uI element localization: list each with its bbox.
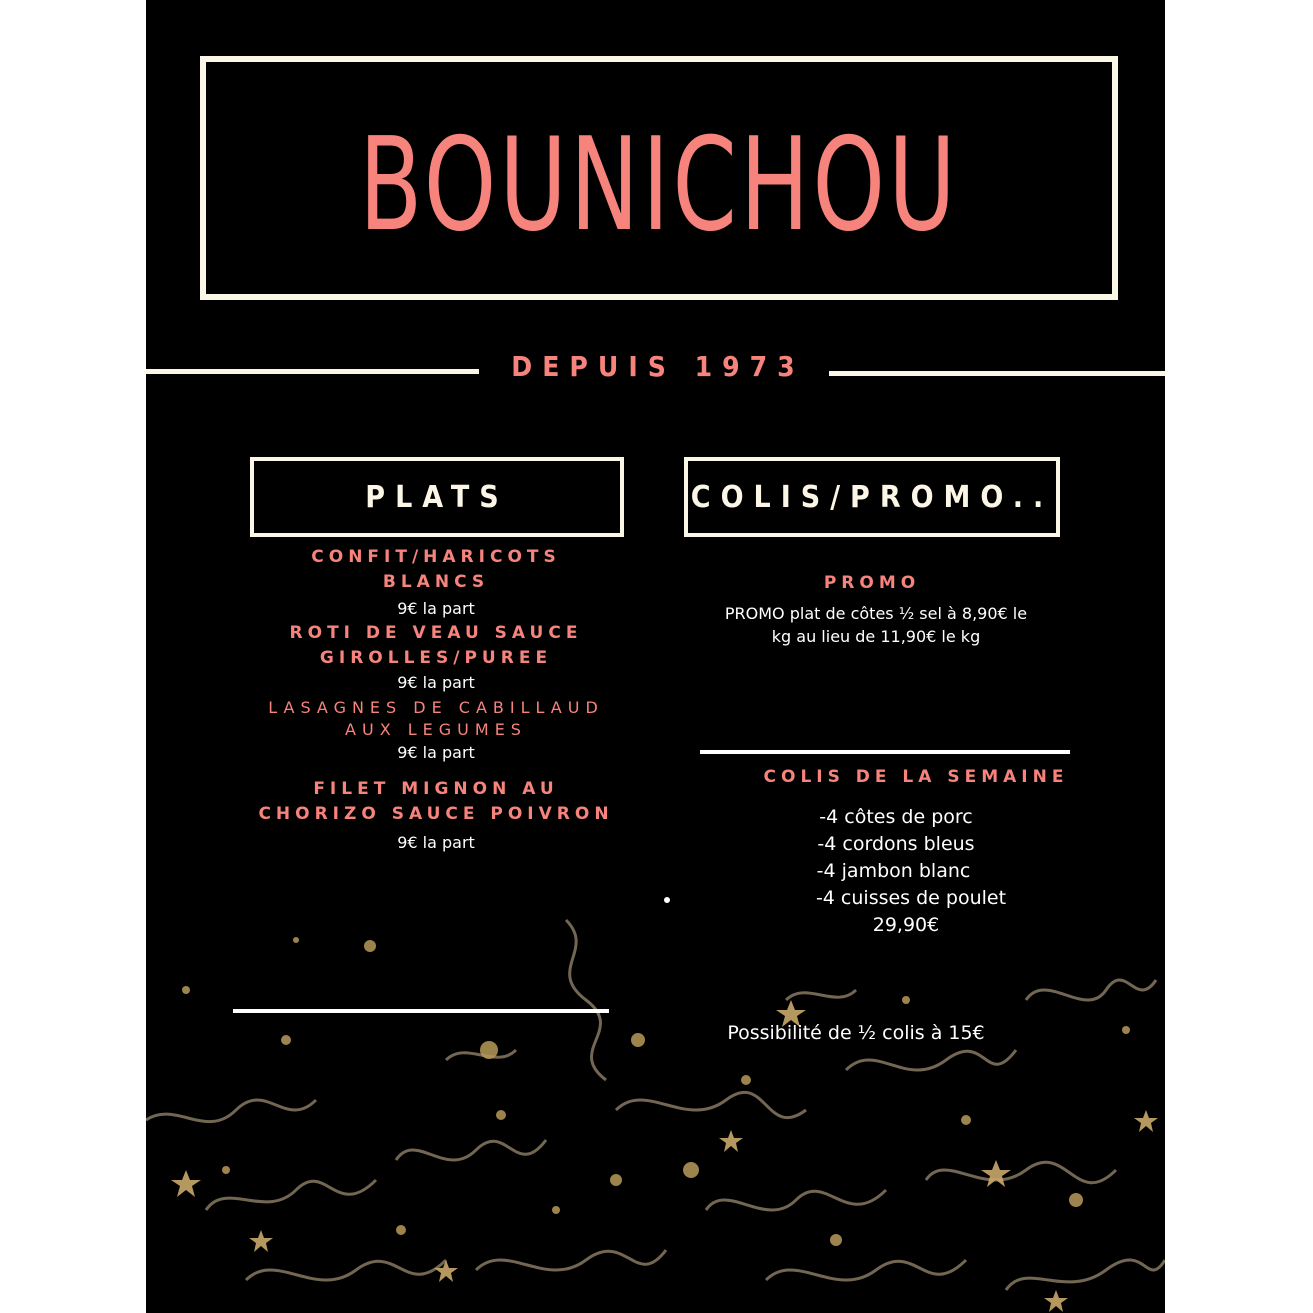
bullet-dot: [664, 897, 670, 903]
dish-price: 9€ la part: [397, 743, 475, 762]
dish-price: 9€ la part: [397, 599, 475, 618]
dish-name: CONFIT/HARICOTS BLANCS: [311, 547, 561, 592]
colis-heading: COLIS/PROMO..: [690, 479, 1054, 515]
week-list: [706, 804, 1126, 939]
dish-name: FILET MIGNON AU CHORIZO SAUCE POIVRON: [258, 779, 614, 824]
divider-left: [146, 369, 479, 374]
divider-right: [829, 371, 1165, 376]
promo-title: PROMO: [823, 573, 921, 593]
restaurant-title: BOUNICHOU: [359, 111, 959, 260]
promo-text: PROMO plat de côtes ½ sel à 8,90€ le kg au lieu de 11,90€ le kg: [724, 604, 1028, 646]
dish-price: 9€ la part: [397, 673, 475, 692]
list-item: -4 cuisses de poulet: [815, 887, 1007, 909]
half-colis-note: Possibilité de ½ colis à 15€: [727, 1022, 985, 1044]
week-title: COLIS DE LA SEMAINE: [763, 767, 1069, 787]
week-price: 29,90€: [872, 914, 940, 936]
dish-name: LASAGNES DE CABILLAUD AUX LEGUMES: [268, 698, 604, 739]
plats-bottom-rule: [233, 1009, 609, 1013]
menu-poster: [146, 0, 1165, 1313]
dish-price: 9€ la part: [397, 833, 475, 852]
list-item: -4 cordons bleus: [817, 833, 975, 855]
plats-heading: PLATS: [365, 479, 509, 515]
title-frame: [200, 56, 1118, 300]
colis-heading-box: [684, 457, 1060, 537]
since-label: DEPUIS 1973: [511, 350, 805, 383]
confetti-decoration: [146, 880, 1165, 1313]
list-item: -4 jambon blanc: [816, 860, 971, 882]
list-item: -4 côtes de porc: [819, 806, 973, 828]
plats-heading-box: [250, 457, 624, 537]
plats-list: [226, 545, 646, 855]
dish-name: ROTI DE VEAU SAUCE GIROLLES/PUREE: [289, 623, 583, 668]
colis-divider: [700, 750, 1070, 754]
